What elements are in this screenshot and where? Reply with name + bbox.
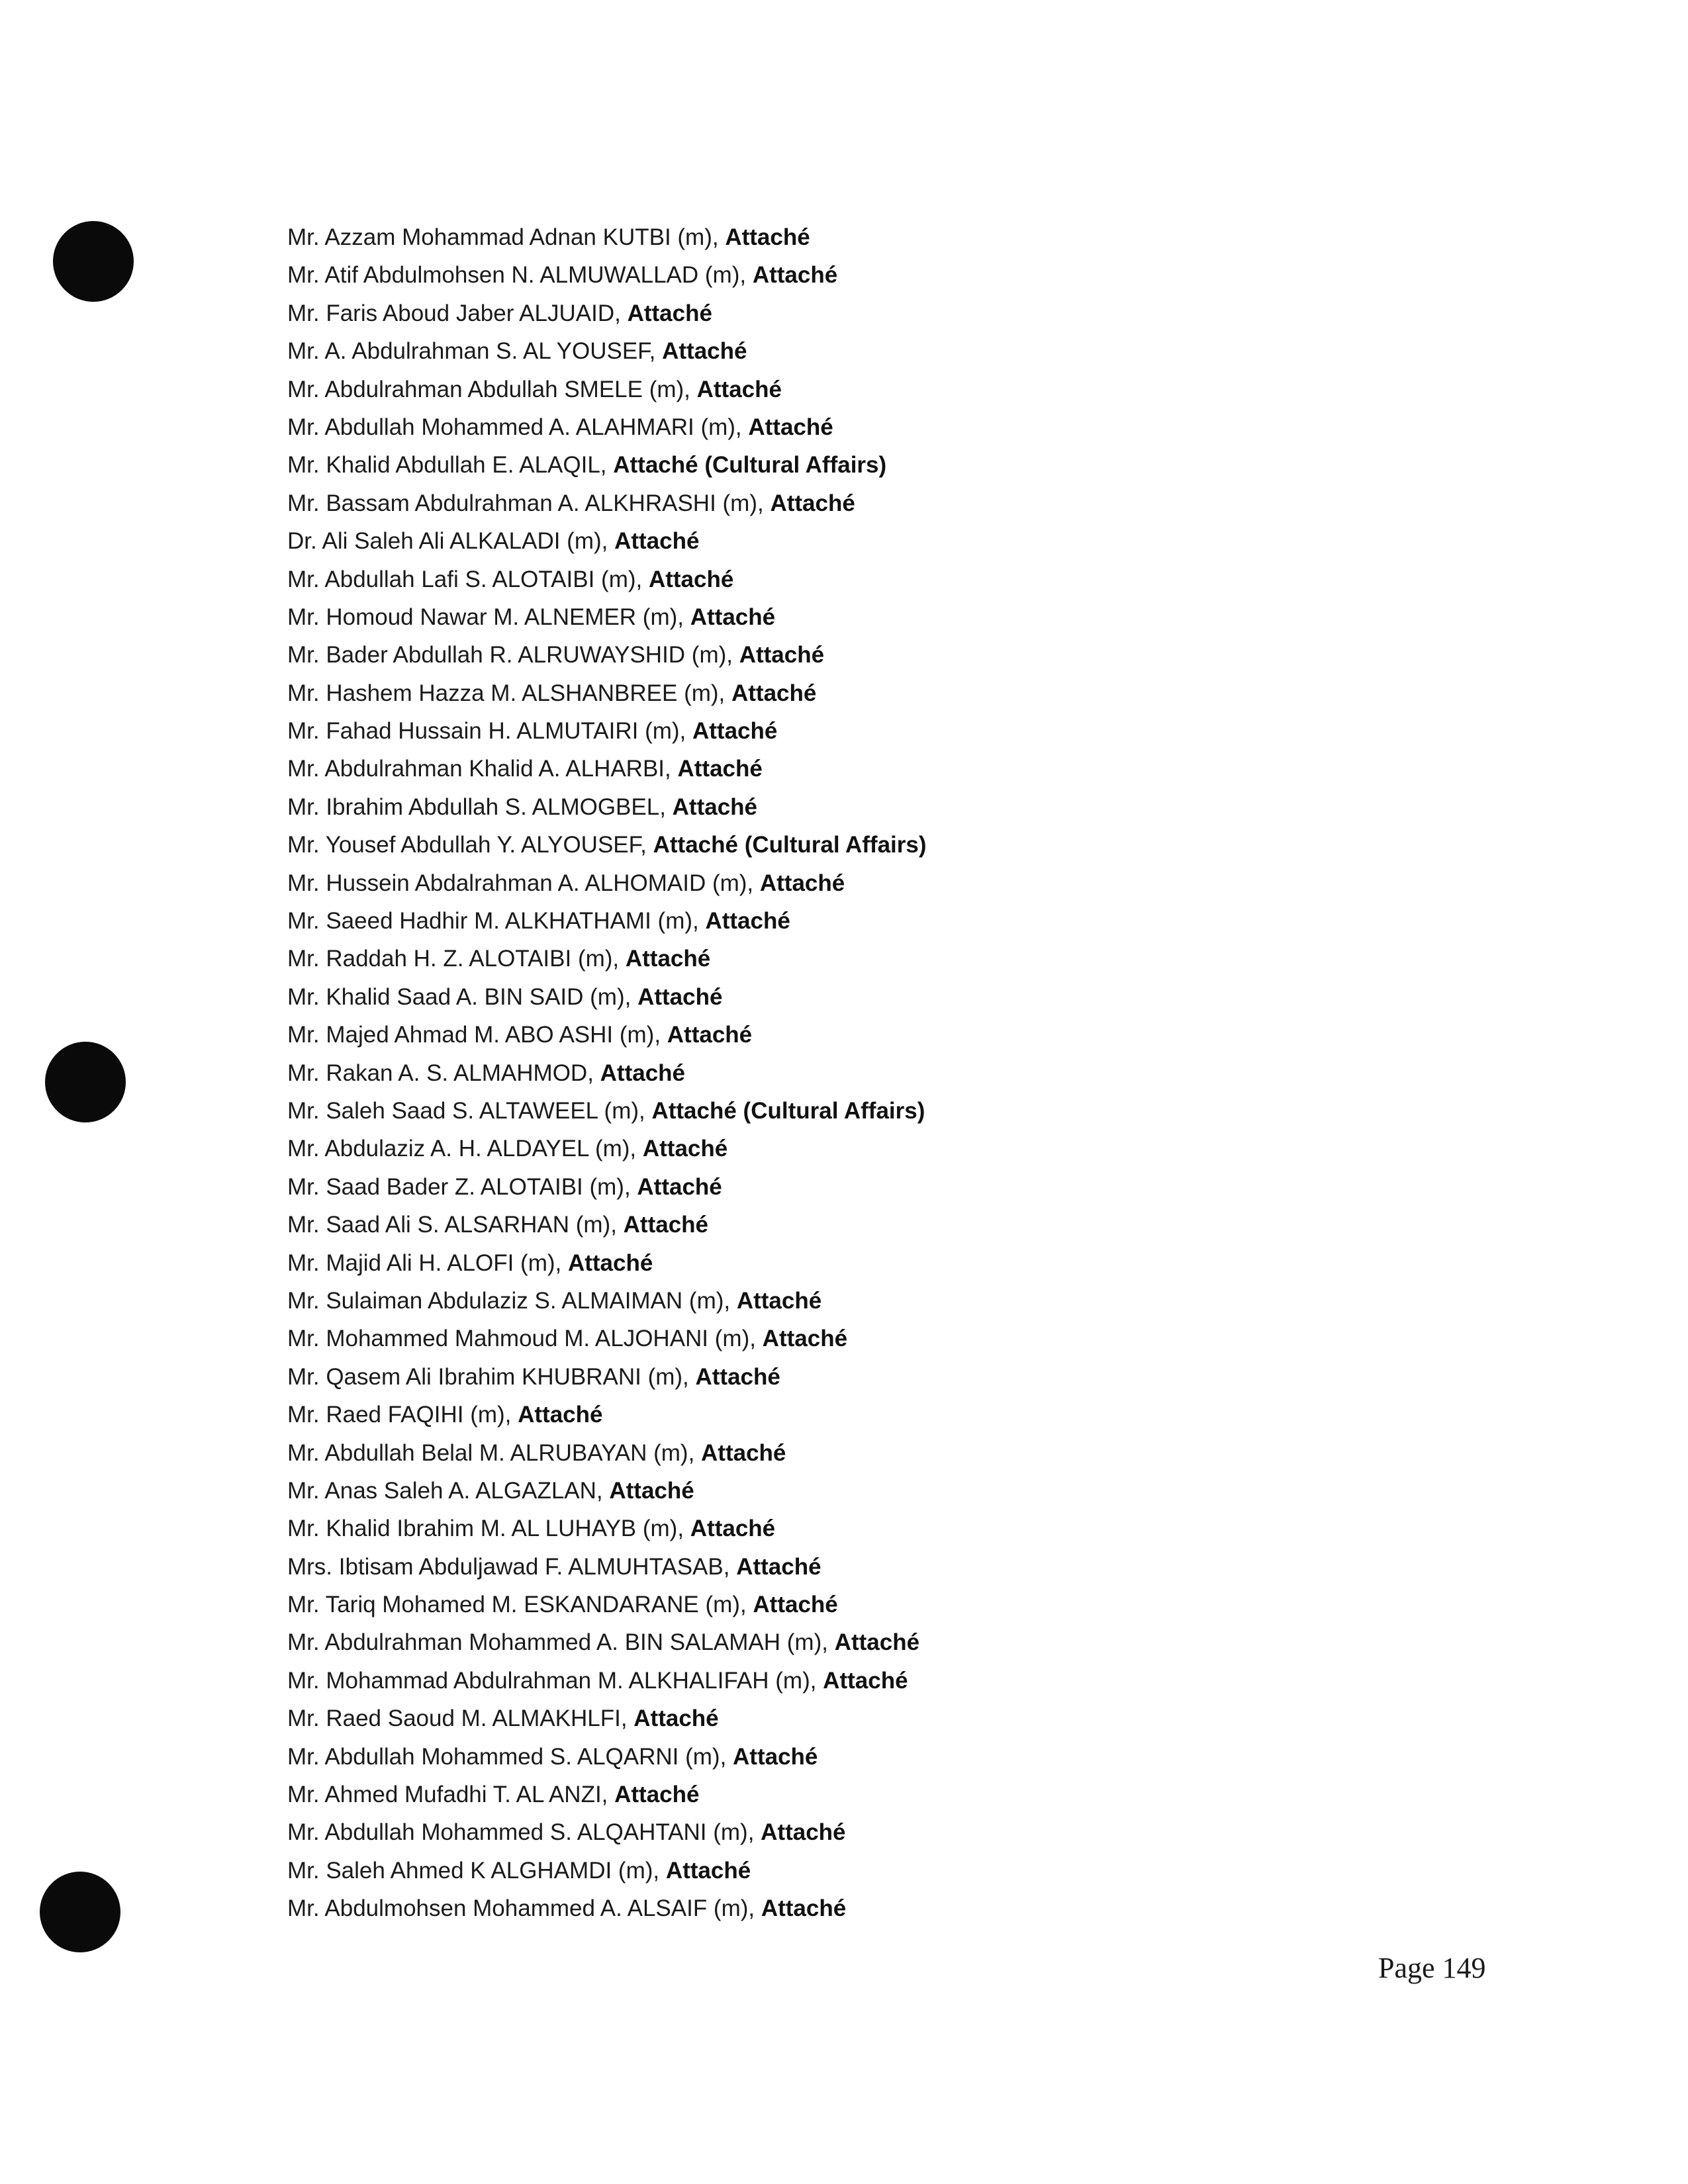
list-item [287, 371, 1479, 408]
entry-name: Mr. Mohammad Abdulrahman M. ALKHALIFAH (m), [287, 1667, 823, 1694]
list-item [287, 674, 1479, 712]
list-item [287, 1548, 1479, 1586]
entry-title: Attaché [672, 794, 758, 820]
entry-name: Mr. Khalid Abdullah E. ALAQIL, [287, 452, 614, 478]
entry-name: Mr. Abdullah Mohammed S. ALQARNI (m), [287, 1743, 733, 1770]
list-item [287, 295, 1479, 332]
list-item [287, 1016, 1479, 1054]
entry-title: Attaché [762, 1326, 848, 1352]
entry-title: Attaché [761, 1895, 847, 1922]
entry-name: Mrs. Ibtisam Abduljawad F. ALMUHTASAB, [287, 1553, 737, 1580]
list-item [287, 484, 1479, 522]
list-item [287, 864, 1479, 902]
entry-title: Attaché [677, 756, 763, 782]
entry-title: Attaché [725, 224, 810, 250]
entry-name: Mr. Azzam Mohammad Adnan KUTBI (m), [287, 224, 726, 250]
entry-title: Attaché [770, 490, 855, 516]
entry-name: Mr. Anas Saleh A. ALGAZLAN, [287, 1477, 610, 1504]
entry-title: Attaché [567, 1250, 653, 1276]
entry-title: Attaché (Cultural Affairs) [653, 832, 927, 858]
list-item [287, 561, 1479, 598]
entry-name: Mr. Bader Abdullah R. ALRUWAYSHID (m), [287, 642, 739, 668]
entry-name: Mr. Saleh Saad S. ALTAWEEL (m), [287, 1097, 652, 1124]
list-item [287, 750, 1479, 788]
entry-title: Attaché [692, 718, 778, 745]
entry-name: Mr. Saeed Hadhir M. ALKHATHAMI (m), [287, 908, 706, 934]
punch-hole-top [53, 221, 134, 302]
entry-name: Mr. Abdullah Mohammed A. ALAHMARI (m), [287, 414, 749, 440]
entry-name: Mr. Khalid Saad A. BIN SAID (m), [287, 983, 638, 1010]
list-item [287, 902, 1479, 940]
entry-name: Mr. Yousef Abdullah Y. ALYOUSEF, [287, 832, 653, 858]
entry-name: Mr. Mohammed Mahmoud M. ALJOHANI (m), [287, 1326, 763, 1352]
entry-title: Attaché (Cultural Affairs) [613, 452, 887, 478]
page-number: Page 149 [1378, 1952, 1486, 1984]
list-item [287, 332, 1479, 370]
punch-hole-middle [45, 1042, 126, 1122]
entry-name: Mr. Abdulmohsen Mohammed A. ALSAIF (m), [287, 1895, 761, 1922]
entry-title: Attaché [752, 262, 838, 289]
entry-name: Mr. Atif Abdulmohsen N. ALMUWALLAD (m), [287, 262, 753, 289]
list-item [287, 1510, 1479, 1547]
list-item [287, 788, 1479, 826]
entry-name: Mr. Qasem Ali Ibrahim KHUBRANI (m), [287, 1363, 696, 1390]
list-item [287, 940, 1479, 978]
entry-title: Attaché [690, 1516, 776, 1542]
list-item [287, 1206, 1479, 1244]
entry-title: Attaché [823, 1667, 908, 1694]
punch-hole-bottom [40, 1872, 120, 1952]
entry-name: Mr. Raed FAQIHI (m), [287, 1402, 518, 1428]
entry-title: Attaché [609, 1477, 694, 1504]
list-item [287, 1623, 1479, 1661]
list-item [287, 978, 1479, 1016]
entry-name: Mr. Hussein Abdalrahman A. ALHOMAID (m), [287, 870, 760, 896]
entry-title: Attaché [633, 1706, 719, 1732]
entry-title: Attaché [665, 1857, 751, 1884]
list-item [287, 636, 1479, 674]
list-item [287, 218, 1479, 256]
entry-title: Attaché [625, 946, 711, 972]
list-item [287, 1244, 1479, 1282]
entry-name: Mr. Fahad Hussain H. ALMUTAIRI (m), [287, 718, 692, 745]
entry-name: Mr. Khalid Ibrahim M. AL LUHAYB (m), [287, 1516, 690, 1542]
entry-name: Mr. Raddah H. Z. ALOTAIBI (m), [287, 946, 626, 972]
list-item [287, 1700, 1479, 1737]
list-item [287, 522, 1479, 560]
entry-title: Attaché [518, 1402, 603, 1428]
entry-name: Mr. Abdulrahman Abdullah SMELE (m), [287, 376, 697, 402]
entry-title: Attaché [614, 1782, 700, 1808]
entry-name: Mr. Abdulrahman Mohammed A. BIN SALAMAH (m), [287, 1629, 835, 1656]
list-item [287, 1358, 1479, 1396]
entry-name: Mr. Tariq Mohamed M. ESKANDARANE (m), [287, 1592, 753, 1618]
list-item [287, 1320, 1479, 1357]
list-item [287, 1282, 1479, 1320]
list-item [287, 1092, 1479, 1130]
entry-name: Mr. Abdullah Mohammed S. ALQAHTANI (m), [287, 1819, 761, 1846]
list-item [287, 598, 1479, 636]
entry-name: Mr. Faris Aboud Jaber ALJUAID, [287, 300, 628, 326]
entry-name: Mr. Saad Bader Z. ALOTAIBI (m), [287, 1173, 637, 1200]
list-item [287, 1396, 1479, 1433]
entry-name: Mr. Sulaiman Abdulaziz S. ALMAIMAN (m), [287, 1287, 737, 1314]
entry-title: Attaché [600, 1060, 686, 1086]
entry-title: Attaché [695, 1363, 780, 1390]
entry-title: Attaché [648, 566, 734, 592]
entry-title: Attaché [733, 1743, 818, 1770]
entry-title: Attaché [662, 338, 747, 365]
list-item [287, 1168, 1479, 1206]
entry-name: Mr. Abdullah Belal M. ALRUBAYAN (m), [287, 1439, 702, 1466]
entry-name: Mr. Saad Ali S. ALSARHAN (m), [287, 1212, 624, 1238]
entry-name: Dr. Ali Saleh Ali ALKALADI (m), [287, 528, 615, 555]
entry-title: Attaché [637, 983, 723, 1010]
entry-name: Mr. Abdulrahman Khalid A. ALHARBI, [287, 756, 678, 782]
list-item [287, 1054, 1479, 1092]
list-item [287, 1434, 1479, 1472]
list-item [287, 1852, 1479, 1889]
entry-title: Attaché [834, 1629, 920, 1656]
entry-title: Attaché [614, 528, 700, 555]
list-item [287, 826, 1479, 864]
entry-title: Attaché [701, 1439, 786, 1466]
entry-title: Attaché [761, 1819, 846, 1846]
entry-title: Attaché [736, 1553, 821, 1580]
list-item [287, 1738, 1479, 1776]
entry-title: Attaché [759, 870, 845, 896]
entry-title: Attaché [739, 642, 825, 668]
entry-name: Mr. Ahmed Mufadhi T. AL ANZI, [287, 1782, 615, 1808]
list-item [287, 712, 1479, 750]
entry-title: Attaché [705, 908, 790, 934]
entry-name: Mr. Bassam Abdulrahman A. ALKHRASHI (m), [287, 490, 771, 516]
entry-title: Attaché [637, 1173, 722, 1200]
list-item [287, 1813, 1479, 1851]
list-item [287, 1472, 1479, 1510]
entry-name: Mr. Ibrahim Abdullah S. ALMOGBEL, [287, 794, 673, 820]
entry-name: Mr. Hashem Hazza M. ALSHANBREE (m), [287, 680, 731, 706]
list-item [287, 1889, 1479, 1927]
list-item [287, 1776, 1479, 1813]
entry-name: Mr. Abdullah Lafi S. ALOTAIBI (m), [287, 566, 649, 592]
entry-title: Attaché [690, 604, 776, 630]
list-item [287, 1586, 1479, 1623]
list-item [287, 446, 1479, 484]
entry-name: Mr. A. Abdulrahman S. AL YOUSEF, [287, 338, 663, 365]
entry-name: Mr. Majed Ahmad M. ABO ASHI (m), [287, 1022, 667, 1048]
entry-name: Mr. Raed Saoud M. ALMAKHLFI, [287, 1706, 634, 1732]
entry-title: Attaché (Cultural Affairs) [651, 1097, 925, 1124]
list-item [287, 1662, 1479, 1700]
entry-title: Attaché [748, 414, 833, 440]
entry-name: Mr. Majid Ali H. ALOFI (m), [287, 1250, 568, 1276]
list-item [287, 1130, 1479, 1167]
list-item [287, 256, 1479, 294]
entry-title: Attaché [753, 1592, 838, 1618]
list-item [287, 408, 1479, 446]
entry-title: Attaché [731, 680, 817, 706]
entry-name: Mr. Homoud Nawar M. ALNEMER (m), [287, 604, 690, 630]
entry-name: Mr. Abdulaziz A. H. ALDAYEL (m), [287, 1136, 643, 1162]
entry-title: Attaché [627, 300, 712, 326]
attache-list [287, 218, 1479, 1928]
entry-title: Attaché [736, 1287, 822, 1314]
entry-title: Attaché [696, 376, 782, 402]
entry-title: Attaché [642, 1136, 728, 1162]
entry-title: Attaché [623, 1212, 709, 1238]
entry-name: Mr. Rakan A. S. ALMAHMOD, [287, 1060, 600, 1086]
entry-title: Attaché [667, 1022, 753, 1048]
entry-name: Mr. Saleh Ahmed K ALGHAMDI (m), [287, 1857, 666, 1884]
